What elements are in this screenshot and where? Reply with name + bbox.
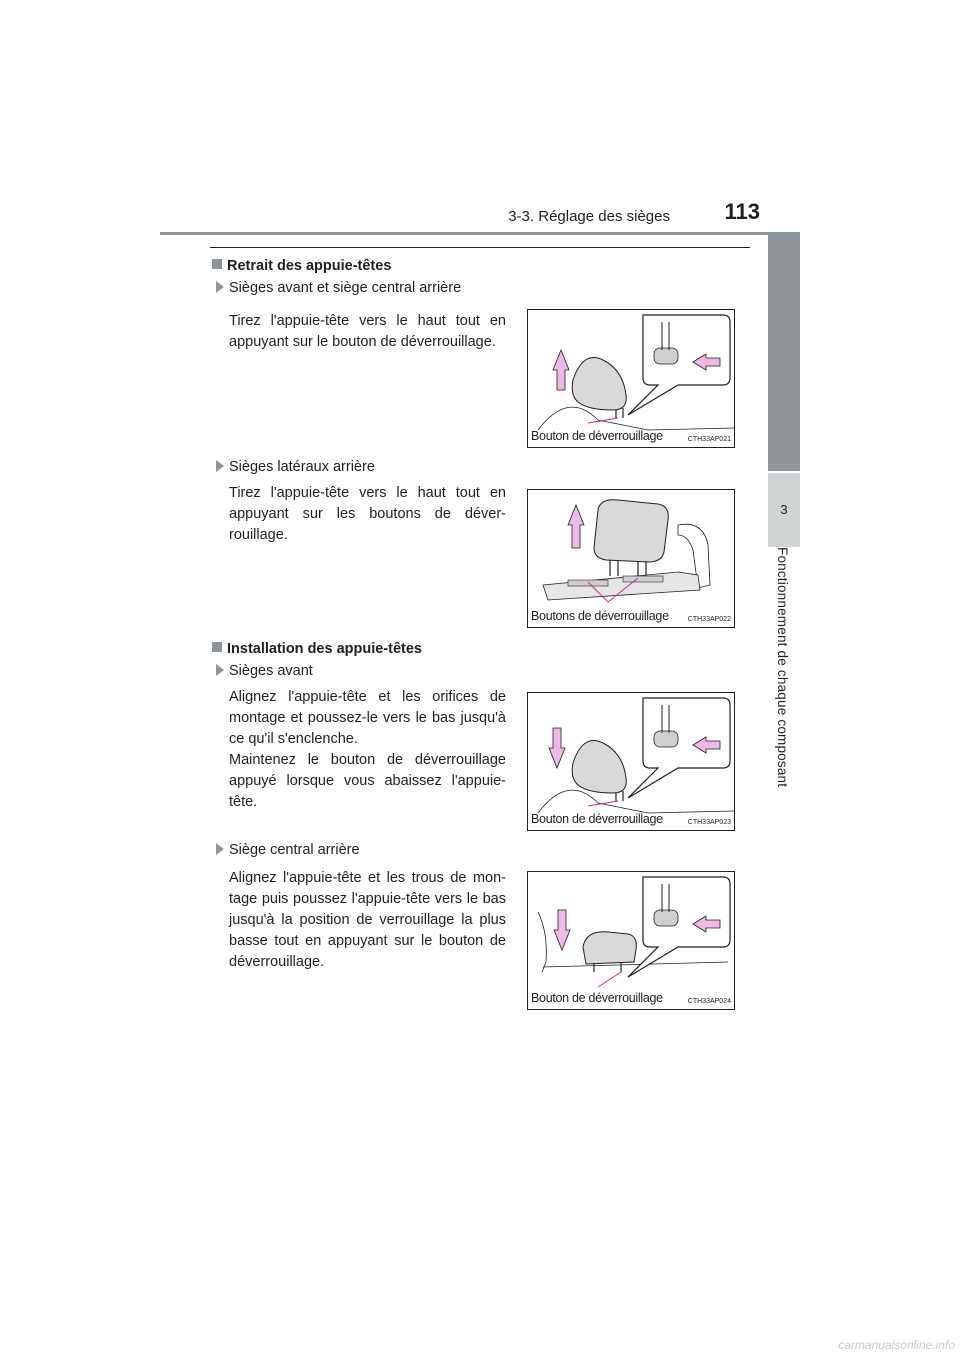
figure-rear-center-headrest-installation — [527, 871, 735, 1010]
instruction-text: Alignez l'appuie-tête et les orifices de montage et poussez-le vers le bas jusqu'à ce qu'il s'enclenche. Maintenez le bouton de déverrouillage appuyé lorsque vous abaissez l'appuie-tête. — [229, 689, 506, 810]
content-rule — [210, 247, 750, 248]
chapter-number-tab: 3 — [768, 473, 800, 547]
instruction-text: Tirez l'appuie-tête vers le haut tout en appuyant sur le bouton de déverrouillage. — [229, 313, 506, 350]
figure-caption: Boutons de déverrouillage — [531, 609, 669, 623]
subheading-rear-side-seats: Sièges latéraux arrière — [216, 459, 375, 475]
section-title: 3-3. Réglage des sièges — [508, 208, 670, 225]
headrest-illustration — [528, 490, 734, 627]
figure-caption: Bouton de déverrouillage — [531, 991, 663, 1005]
headrest-illustration — [528, 310, 734, 447]
instruction-text: Tirez l'appuie-tête vers le haut tout en appuyant sur les boutons de déver-rouillage. — [229, 485, 506, 543]
chapter-title-tab — [768, 547, 800, 807]
gray-triangle-icon — [216, 843, 224, 855]
gray-triangle-icon — [216, 460, 224, 472]
watermark: carmanualsonline.info — [838, 1338, 955, 1352]
figure-front-headrest-installation — [527, 692, 735, 831]
gray-triangle-icon — [216, 664, 224, 676]
headrest-illustration — [528, 693, 734, 830]
figure-front-headrest-removal — [527, 309, 735, 448]
subheading-front-seats: Sièges avant — [216, 663, 313, 679]
subheading-rear-center-seat: Siège central arrière — [216, 842, 360, 858]
figure-caption: Bouton de déverrouillage — [531, 429, 663, 443]
figure-caption: Bouton de déverrouillage — [531, 812, 663, 826]
gray-square-icon — [212, 642, 222, 652]
figure-rear-headrest-removal — [527, 489, 735, 628]
instruction-text: Alignez l'appuie-tête et les trous de mon-tage puis poussez l'appuie-tête vers le bas jusqu'à la position de verrouillage la plus basse tout en appuyant sur le bouton de déverrouillage. — [229, 870, 506, 970]
section-heading-removal: Retrait des appuie-têtes — [212, 258, 391, 274]
page-number: 113 — [724, 199, 760, 224]
chapter-title: Fonctionnement de chaque composant — [775, 547, 790, 788]
figure-code: CTH33AP022 — [687, 616, 731, 623]
figure-code: CTH33AP023 — [687, 819, 731, 826]
header-rule — [160, 232, 800, 235]
section-heading-installation: Installation des appuie-têtes — [212, 641, 422, 657]
figure-code: CTH33AP024 — [687, 998, 731, 1005]
gray-square-icon — [212, 259, 222, 269]
subheading-front-seats-center: Sièges avant et siège central arrière — [216, 280, 461, 296]
side-tab-bar — [768, 234, 800, 471]
headrest-illustration — [528, 872, 734, 1009]
gray-triangle-icon — [216, 281, 224, 293]
figure-code: CTH33AP021 — [687, 436, 731, 443]
